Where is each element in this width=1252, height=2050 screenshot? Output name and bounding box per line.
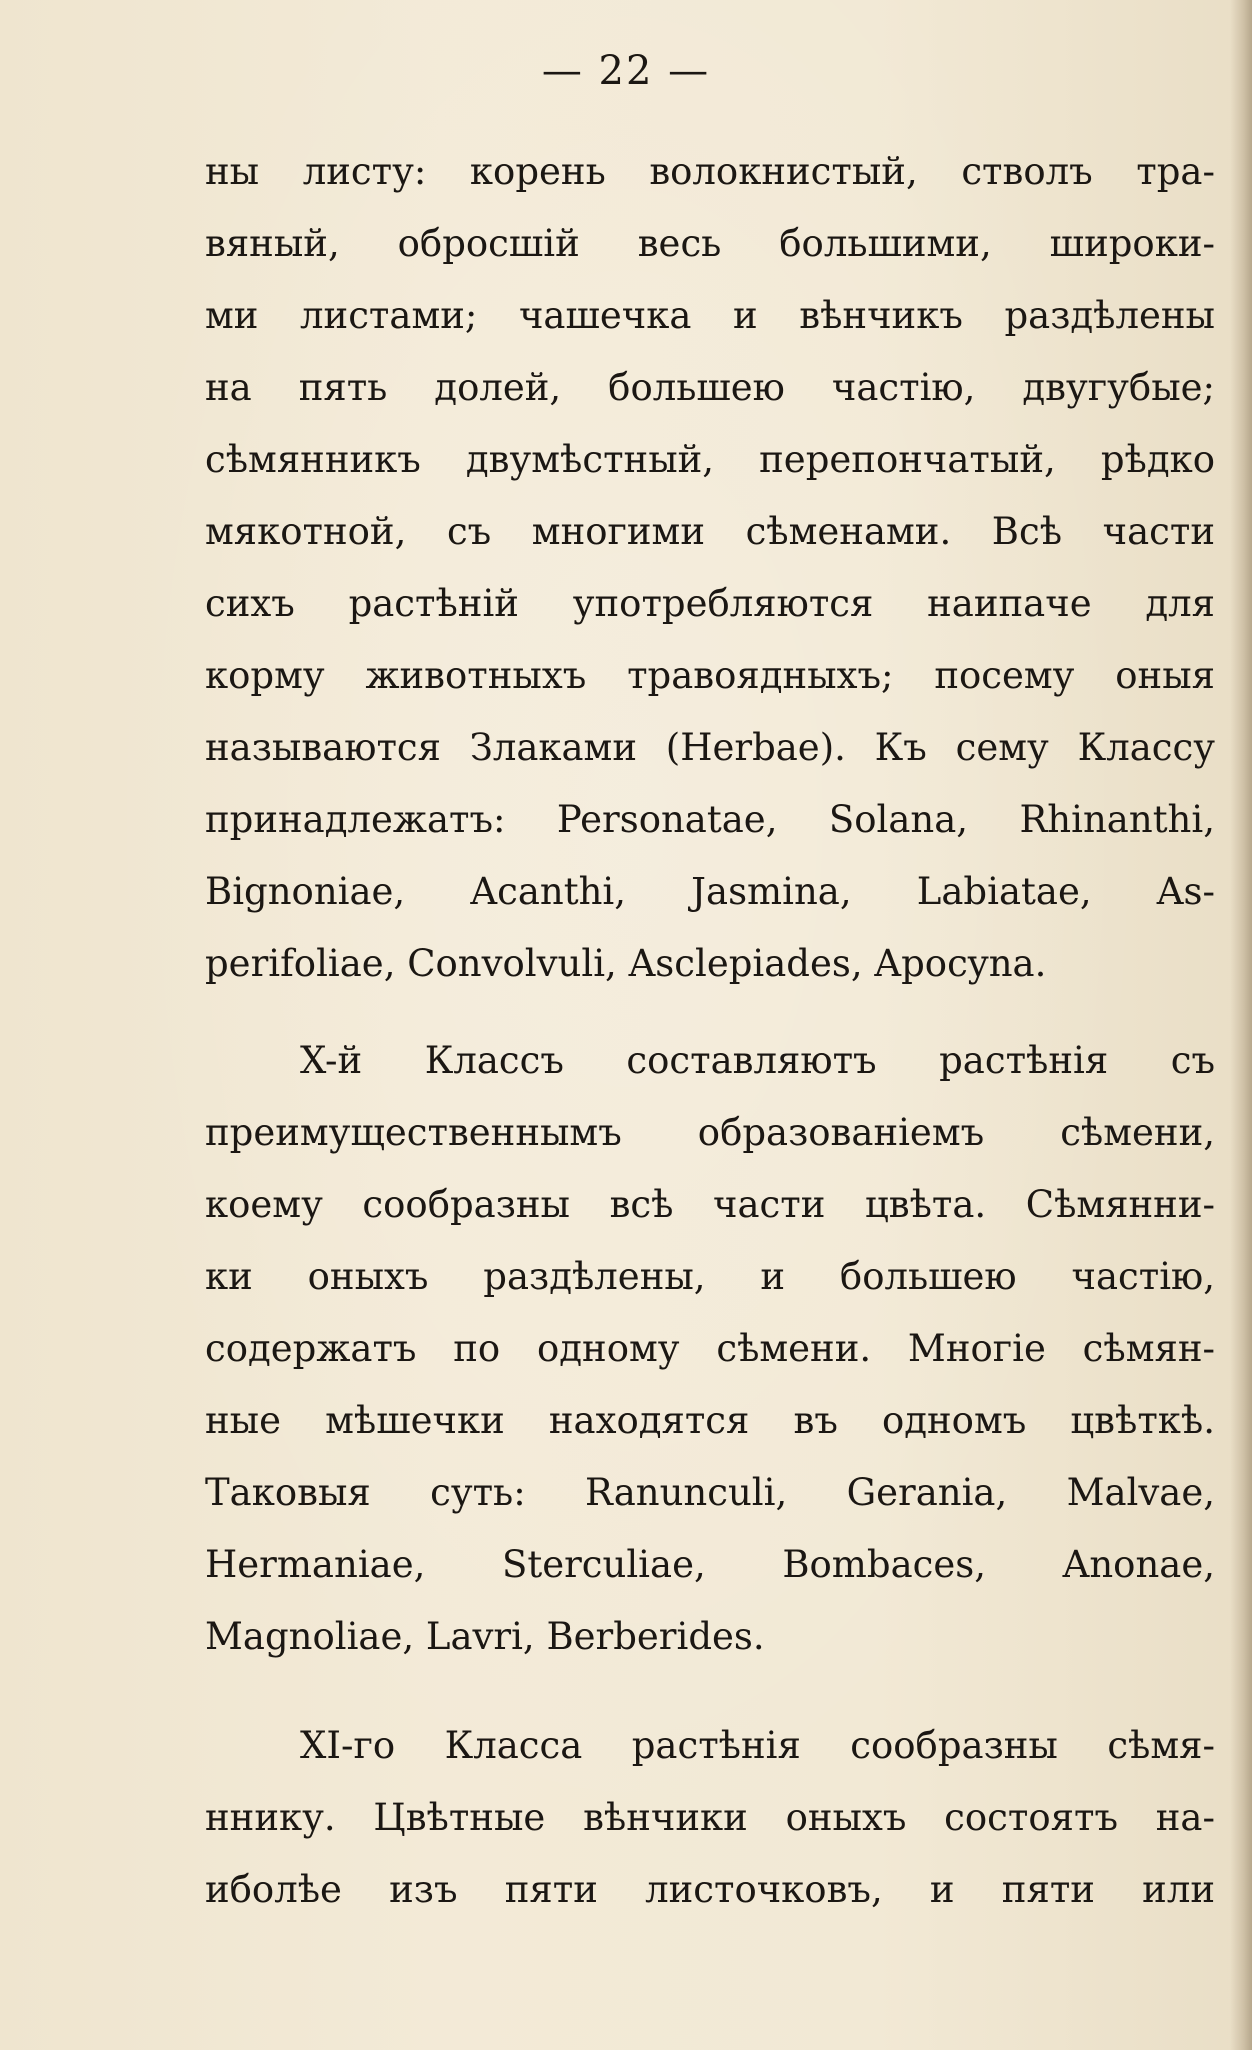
text-line: иболѣе изъ пяти листочковъ, и пяти или	[205, 1868, 1215, 1911]
text-line: Hermaniae, Sterculiae, Bombaces, Anonae,	[205, 1543, 1215, 1586]
text-line: ки оныхъ раздѣлены, и большею частію,	[205, 1255, 1215, 1298]
text-line: содержатъ по одному сѣмени. Многіе сѣмян-	[205, 1327, 1215, 1370]
text-line: Таковыя суть: Ranunculi, Gerania, Malvae,	[205, 1471, 1215, 1514]
text-line: ми листами; чашечка и вѣнчикъ раздѣлены	[205, 294, 1215, 337]
text-line: ные мѣшечки находятся въ одномъ цвѣткѣ.	[205, 1399, 1215, 1442]
text-line: perifoliae, Convolvuli, Asclepiades, Apocyna.	[205, 942, 1047, 985]
paragraph-2	[205, 1025, 1215, 1673]
paragraph-1	[205, 136, 1215, 1000]
text-line: Bignoniae, Acanthi, Jasmina, Labiatae, As-	[205, 870, 1215, 913]
text-line: мякотной, съ многими сѣменами. Всѣ части	[205, 510, 1215, 553]
text-line: называются Злаками (Herbae). Къ сему Классу	[205, 726, 1215, 769]
text-line: вяный, обросшій весь большими, широки-	[205, 222, 1215, 265]
text-line: принадлежатъ: Personatae, Solana, Rhinanthi,	[205, 798, 1215, 841]
text-line: коему сообразны всѣ части цвѣта. Сѣмянни-	[205, 1183, 1215, 1226]
text-line: XI-го Класса растѣнія сообразны сѣмя-	[300, 1724, 1215, 1767]
page-edge-shadow	[1230, 0, 1252, 2050]
text-line: сѣмянникъ двумѣстный, перепончатый, рѣдко	[205, 438, 1215, 481]
text-line: ннику. Цвѣтные вѣнчики оныхъ состоятъ на-	[205, 1796, 1215, 1839]
paragraph-3	[205, 1710, 1215, 1926]
text-line: сихъ растѣній употребляются наипаче для	[205, 582, 1215, 625]
text-line: ны листу: корень волокнистый, стволъ тра-	[205, 150, 1215, 193]
text-line: корму животныхъ травоядныхъ; посему оныя	[205, 654, 1215, 697]
text-line: X-й Классъ составляютъ растѣнія съ	[300, 1039, 1215, 1082]
text-line: Magnoliae, Lavri, Berberides.	[205, 1615, 765, 1658]
page-number: — 22 —	[541, 48, 711, 94]
text-line: на пять долей, большею частію, двугубые;	[205, 366, 1215, 409]
text-line: преимущественнымъ образованіемъ сѣмени,	[205, 1111, 1215, 1154]
